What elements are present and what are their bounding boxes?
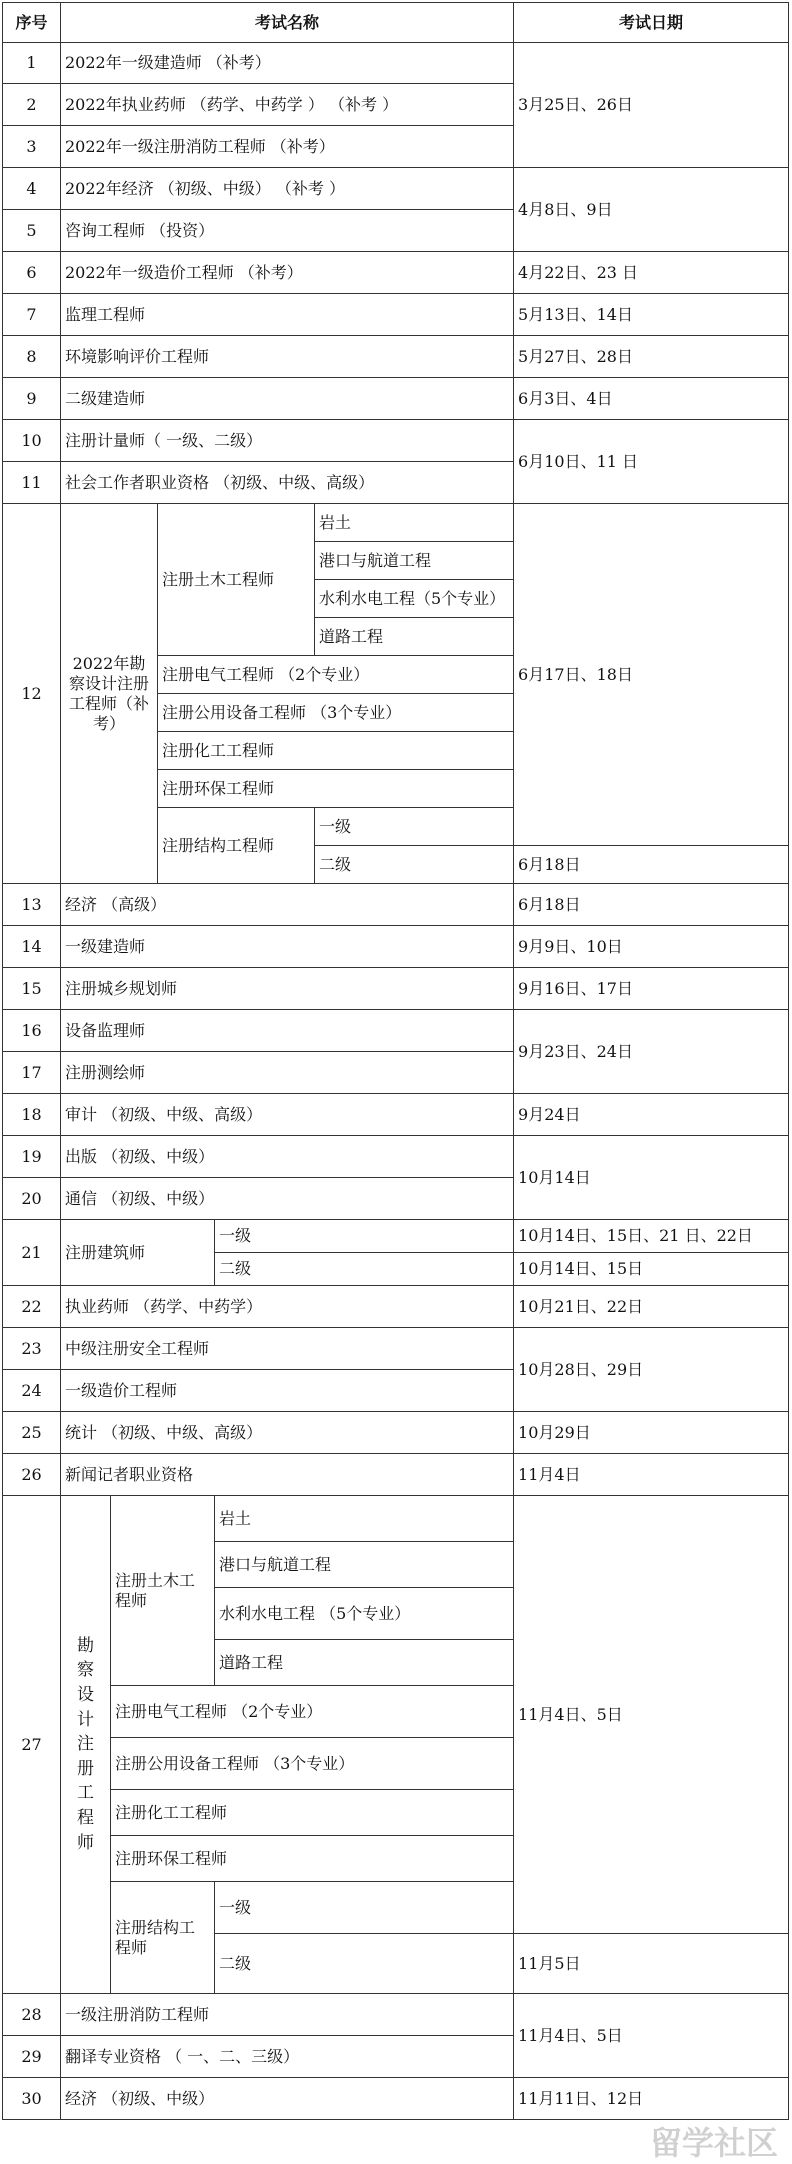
exam-name: 注册城乡规划师 [61,968,514,1010]
exam-name: 咨询工程师 （投资） [61,210,514,252]
exam-name: 执业药师 （药学、中药学） [61,1286,514,1328]
row-number: 28 [3,1994,61,2036]
exam-name: 注册建筑师 [61,1220,215,1286]
exam-name: 经济 （初级、中级） [61,2078,514,2120]
row-number: 17 [3,1052,61,1094]
row-number: 14 [3,926,61,968]
exam-subgroup-name: 注册环保工程师 [111,1836,514,1882]
exam-date: 3月25日、26日 [514,43,789,168]
row-number: 7 [3,294,61,336]
table-row [3,336,789,378]
header-name: 考试名称 [61,3,514,43]
exam-subgroup-name: 注册化工工程师 [158,732,514,770]
exam-subgroup-name: 注册土木工程师 [111,1496,215,1686]
exam-date: 11月4日、5日 [514,1994,789,2078]
table-row [3,1010,789,1052]
exam-name: 监理工程师 [61,294,514,336]
exam-name: 一级建造师 [61,926,514,968]
table-row [3,1994,789,2036]
exam-date: 11月4日 [514,1454,789,1496]
exam-specialty: 水利水电工程（5个专业） [315,580,514,618]
exam-name: 2022年执业药师 （药学、中药学 ） （补考 ） [61,84,514,126]
exam-subgroup-name: 注册公用设备工程师 （3个专业） [158,694,514,732]
table-row [3,884,789,926]
exam-name: 经济 （高级） [61,884,514,926]
exam-name: 2022年一级造价工程师 （补考） [61,252,514,294]
exam-specialty: 岩土 [315,504,514,542]
table-row [3,294,789,336]
exam-date: 4月8日、9日 [514,168,789,252]
exam-subgroup-name: 注册电气工程师 （2个专业） [158,656,514,694]
row-number: 24 [3,1370,61,1412]
exam-name: 二级建造师 [61,378,514,420]
exam-subgroup-name: 注册化工工程师 [111,1790,514,1836]
row-number: 16 [3,1010,61,1052]
exam-date: 10月14日 [514,1136,789,1220]
exam-name: 社会工作者职业资格 （初级、中级、高级） [61,462,514,504]
exam-specialty: 港口与航道工程 [315,542,514,580]
table-row [3,1328,789,1370]
table-row [3,252,789,294]
exam-name: 中级注册安全工程师 [61,1328,514,1370]
exam-name: 注册计量师（ 一级、二级） [61,420,514,462]
exam-date: 5月13日、14日 [514,294,789,336]
exam-name: 2022年一级注册消防工程师 （补考） [61,126,514,168]
table-row [3,1220,789,1253]
exam-specialty: 水利水电工程 （5个专业） [215,1588,514,1640]
exam-subgroup-name: 注册结构工程师 [158,808,315,884]
row-number: 29 [3,2036,61,2078]
row-number: 19 [3,1136,61,1178]
table-row [3,1496,789,1542]
exam-date: 10月29日 [514,1412,789,1454]
table-row [3,1286,789,1328]
exam-date: 9月16日、17日 [514,968,789,1010]
row-number: 25 [3,1412,61,1454]
exam-date: 11月4日、5日 [514,1496,789,1934]
exam-subgroup-name: 注册环保工程师 [158,770,514,808]
exam-date: 11月11日、12日 [514,2078,789,2120]
row-number: 30 [3,2078,61,2120]
exam-date: 10月21日、22日 [514,1286,789,1328]
row-number: 20 [3,1178,61,1220]
exam-level: 一级 [215,1882,514,1934]
row-number: 18 [3,1094,61,1136]
table-row [3,504,789,542]
row-number: 21 [3,1220,61,1286]
exam-date: 10月28日、29日 [514,1328,789,1412]
exam-schedule-table [2,2,789,2120]
exam-date: 9月24日 [514,1094,789,1136]
row-number: 5 [3,210,61,252]
exam-level: 一级 [215,1220,514,1253]
row-number: 23 [3,1328,61,1370]
exam-name: 出版 （初级、中级） [61,1136,514,1178]
exam-date: 11月5日 [514,1934,789,1994]
exam-date: 10月14日、15日 [514,1253,789,1286]
exam-name: 环境影响评价工程师 [61,336,514,378]
row-number: 9 [3,378,61,420]
exam-date: 6月18日 [514,884,789,926]
exam-group-name [61,1496,111,1994]
exam-date: 9月23日、24日 [514,1010,789,1094]
row-number: 11 [3,462,61,504]
exam-level: 二级 [215,1253,514,1286]
exam-name: 2022年一级建造师 （补考） [61,43,514,84]
exam-name: 翻译专业资格 （ 一、二、三级） [61,2036,514,2078]
table-row [3,43,789,84]
exam-subgroup-name: 注册土木工程师 [158,504,315,656]
exam-date: 6月18日 [514,846,789,884]
row-number: 6 [3,252,61,294]
exam-subgroup-name: 注册公用设备工程师 （3个专业） [111,1738,514,1790]
exam-subgroup-name: 注册电气工程师 （2个专业） [111,1686,514,1738]
exam-group-text: 勘察设计注册工程师 [77,1635,94,1853]
table-row [3,1136,789,1178]
row-number: 2 [3,84,61,126]
exam-date: 10月14日、15日、21 日、22日 [514,1220,789,1253]
table-row [3,2078,789,2120]
row-number: 4 [3,168,61,210]
exam-date: 4月22日、23 日 [514,252,789,294]
row-number: 27 [3,1496,61,1994]
exam-name: 统计 （初级、中级、高级） [61,1412,514,1454]
row-number: 3 [3,126,61,168]
exam-level: 二级 [315,846,514,884]
table-row [3,1094,789,1136]
exam-name: 审计 （初级、中级、高级） [61,1094,514,1136]
row-number: 8 [3,336,61,378]
exam-name: 通信 （初级、中级） [61,1178,514,1220]
table-row [3,420,789,462]
row-number: 22 [3,1286,61,1328]
row-number: 1 [3,43,61,84]
exam-specialty: 岩土 [215,1496,514,1542]
exam-group-name: 2022年勘察设计注册工程师（补考） [61,504,158,884]
exam-name: 一级注册消防工程师 [61,1994,514,2036]
exam-specialty: 港口与航道工程 [215,1542,514,1588]
exam-name: 注册测绘师 [61,1052,514,1094]
exam-name: 设备监理师 [61,1010,514,1052]
exam-name: 新闻记者职业资格 [61,1454,514,1496]
row-number: 10 [3,420,61,462]
row-number: 15 [3,968,61,1010]
table-row [3,1454,789,1496]
row-number: 26 [3,1454,61,1496]
exam-name: 2022年经济 （初级、中级） （补考 ） [61,168,514,210]
exam-subgroup-name: 注册结构工程师 [111,1882,215,1994]
header-no: 序号 [3,3,61,43]
exam-date: 9月9日、10日 [514,926,789,968]
exam-date: 6月17日、18日 [514,504,789,846]
exam-specialty: 道路工程 [215,1640,514,1686]
table-row [3,378,789,420]
exam-name: 一级造价工程师 [61,1370,514,1412]
site-watermark: 留学社区 [649,2124,778,2162]
exam-specialty: 道路工程 [315,618,514,656]
exam-level: 一级 [315,808,514,846]
header-date: 考试日期 [514,3,789,43]
row-number: 13 [3,884,61,926]
table-row [3,168,789,210]
exam-level: 二级 [215,1934,514,1994]
header-row [3,3,789,43]
exam-date: 6月10日、11 日 [514,420,789,504]
exam-date: 6月3日、4日 [514,378,789,420]
row-number: 12 [3,504,61,884]
table-row [3,1412,789,1454]
table-row [3,968,789,1010]
table-row [3,926,789,968]
exam-date: 5月27日、28日 [514,336,789,378]
